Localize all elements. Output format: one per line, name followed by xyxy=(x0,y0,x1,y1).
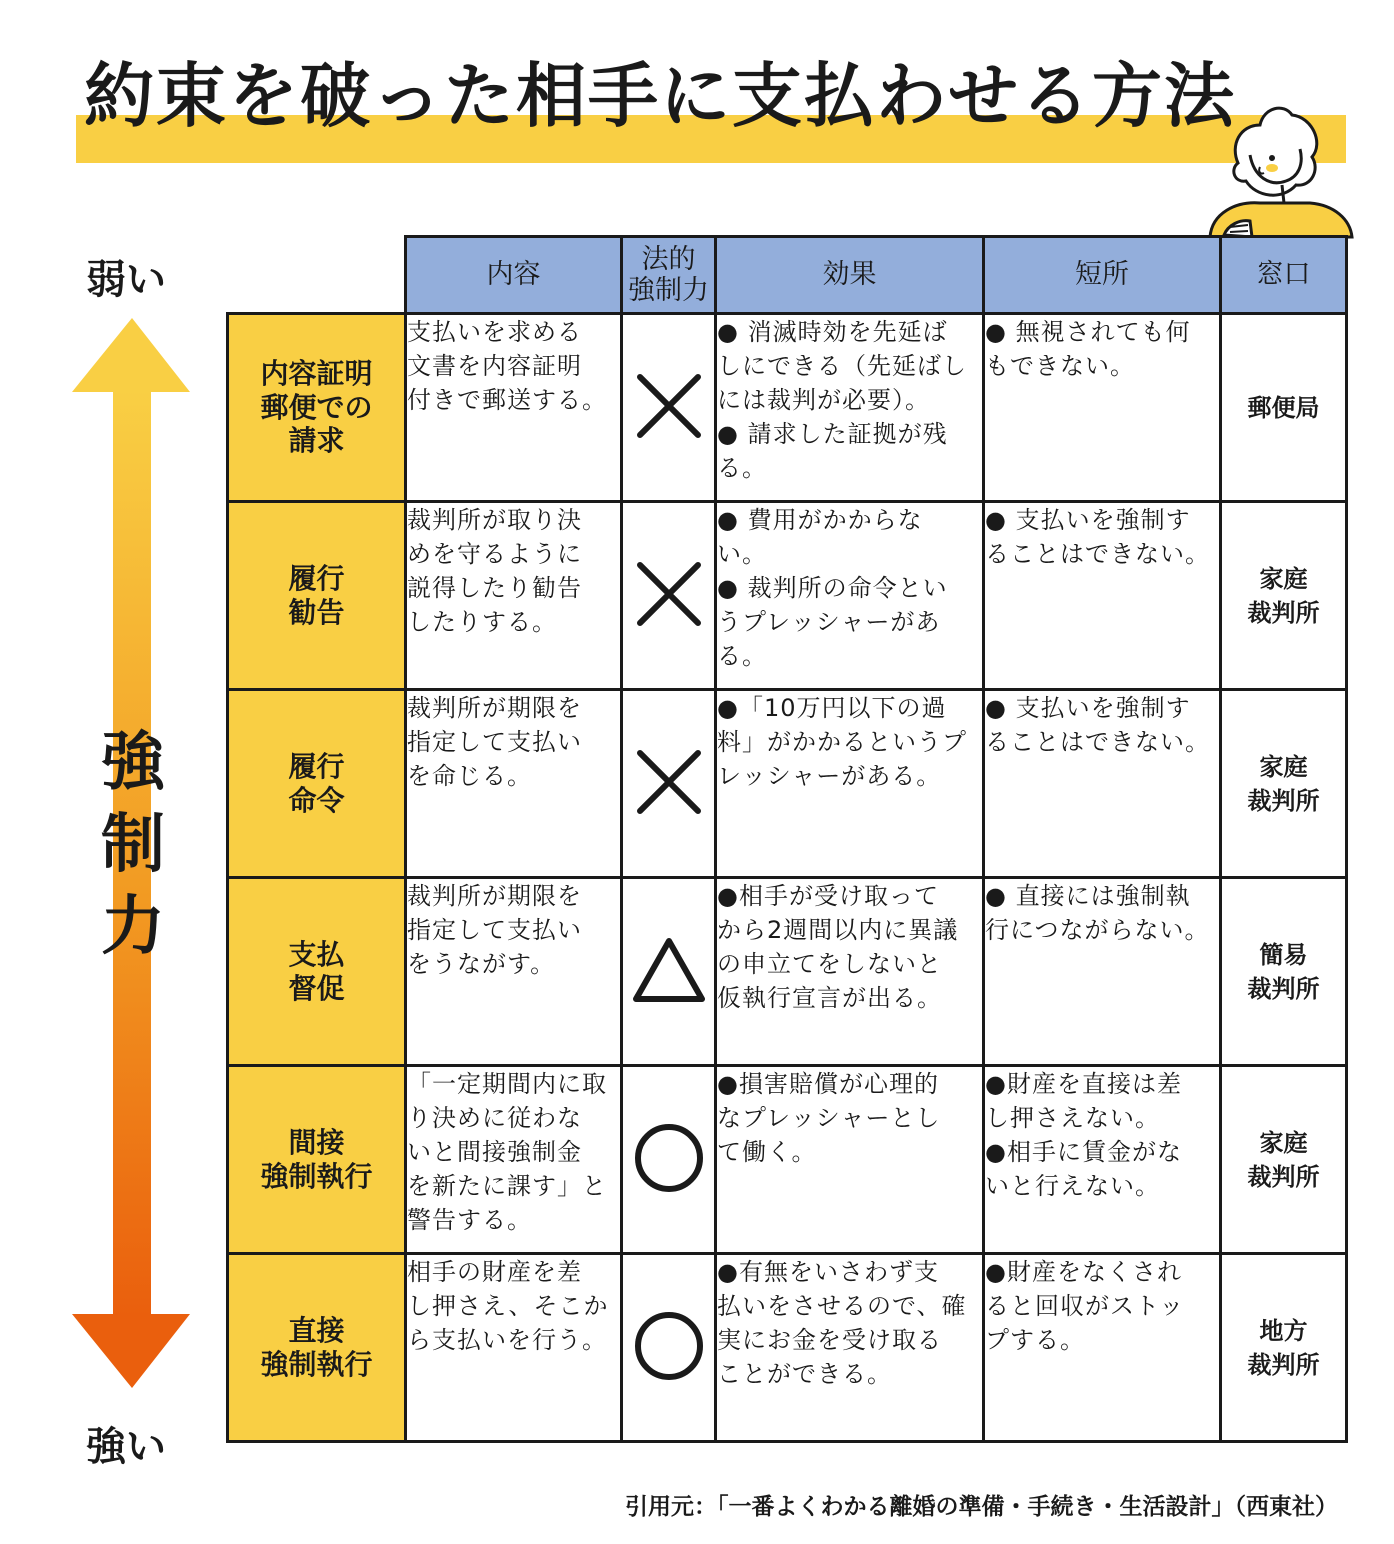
triangle-mark-icon xyxy=(631,990,707,1009)
content-cell: 「一定期間内に取 り決めに従わな いと間接強制金 を新たに課す」と 警告する。 xyxy=(406,1066,622,1254)
effect-cell: ●有無をいさわず支 払いをさせるので、確 実にお金を受け取る ことができる。 xyxy=(716,1254,984,1442)
cross-mark-icon xyxy=(634,614,704,633)
effect-cell: ● 消滅時効を先延ば しにできる（先延ばし には裁判が必要）。 ● 請求した証拠が残 る。 xyxy=(716,314,984,502)
method-cell: 履行 命令 xyxy=(228,690,406,878)
source-citation: 引用元：「一番よくわかる離婚の準備・手続き・生活設計」（西東社） xyxy=(625,1494,1338,1520)
table-row xyxy=(228,690,1347,878)
header-office: 窓口 xyxy=(1221,237,1347,314)
cons-cell: ● 無視されても何 もできない。 xyxy=(984,314,1221,502)
effect-cell: ●損害賠償が心理的 なプレッシャーとし て働く。 xyxy=(716,1066,984,1254)
office-cell: 簡易 裁判所 xyxy=(1221,878,1347,1066)
header-content: 内容 xyxy=(406,237,622,314)
cons-cell: ● 支払いを強制す ることはできない。 xyxy=(984,690,1221,878)
office-cell: 家庭 裁判所 xyxy=(1221,1066,1347,1254)
table-row xyxy=(228,878,1347,1066)
comparison-table xyxy=(226,235,1348,1443)
cross-mark-icon xyxy=(634,426,704,445)
woman-illustration-icon xyxy=(1200,85,1360,245)
content-cell: 裁判所が期限を 指定して支払い をうながす。 xyxy=(406,878,622,1066)
content-cell: 相手の財産を差 し押さえ、そこか ら支払いを行う。 xyxy=(406,1254,622,1442)
effect-cell: ● 費用がかからな い。 ● 裁判所の命令とい うプレッシャーがあ る。 xyxy=(716,502,984,690)
table-row xyxy=(228,502,1347,690)
office-cell: 家庭 裁判所 xyxy=(1221,690,1347,878)
table-corner xyxy=(228,237,406,314)
header-effect: 効果 xyxy=(716,237,984,314)
legal-force-cell xyxy=(622,1254,716,1442)
content-cell: 支払いを求める 文書を内容証明 付きで郵送する。 xyxy=(406,314,622,502)
axis-strong-label: 強い xyxy=(86,1424,166,1470)
table-row xyxy=(228,314,1347,502)
legal-force-cell xyxy=(622,878,716,1066)
header-legal-force: 法的 強制力 xyxy=(622,237,716,314)
cons-cell: ●財産をなくされ ると回収がストッ プする。 xyxy=(984,1254,1221,1442)
table-header-row xyxy=(228,237,1347,314)
axis-force-label: 強 制 力 xyxy=(101,726,165,964)
content-cell: 裁判所が期限を 指定して支払い を命じる。 xyxy=(406,690,622,878)
effect-cell: ●「10万円以下の過 料」がかかるというプ レッシャーがある。 xyxy=(716,690,984,878)
office-cell: 家庭 裁判所 xyxy=(1221,502,1347,690)
office-cell: 郵便局 xyxy=(1221,314,1347,502)
cross-mark-icon xyxy=(634,802,704,821)
effect-cell: ●相手が受け取って から2週間以内に異議 の申立てをしないと 仮執行宣言が出る。 xyxy=(716,878,984,1066)
office-cell: 地方 裁判所 xyxy=(1221,1254,1347,1442)
legal-force-cell xyxy=(622,690,716,878)
method-cell: 支払 督促 xyxy=(228,878,406,1066)
legal-force-cell xyxy=(622,1066,716,1254)
axis-weak-label: 弱い xyxy=(86,257,166,303)
table-row xyxy=(228,1254,1347,1442)
content-cell: 裁判所が取り決 めを守るように 説得したり勧告 したりする。 xyxy=(406,502,622,690)
circle-mark-icon xyxy=(632,1180,706,1199)
table-row xyxy=(228,1066,1347,1254)
method-cell: 直接 強制執行 xyxy=(228,1254,406,1442)
method-cell: 間接 強制執行 xyxy=(228,1066,406,1254)
cons-cell: ● 直接には強制執 行につながらない。 xyxy=(984,878,1221,1066)
cons-cell: ● 支払いを強制す ることはできない。 xyxy=(984,502,1221,690)
method-cell: 内容証明 郵便での 請求 xyxy=(228,314,406,502)
legal-force-cell xyxy=(622,502,716,690)
page-title: 約束を破った相手に支払わせる方法 xyxy=(84,55,1236,137)
header-cons: 短所 xyxy=(984,237,1221,314)
method-cell: 履行 勧告 xyxy=(228,502,406,690)
cons-cell: ●財産を直接は差 し押さえない。 ●相手に賃金がな いと行えない。 xyxy=(984,1066,1221,1254)
circle-mark-icon xyxy=(632,1368,706,1387)
legal-force-cell xyxy=(622,314,716,502)
